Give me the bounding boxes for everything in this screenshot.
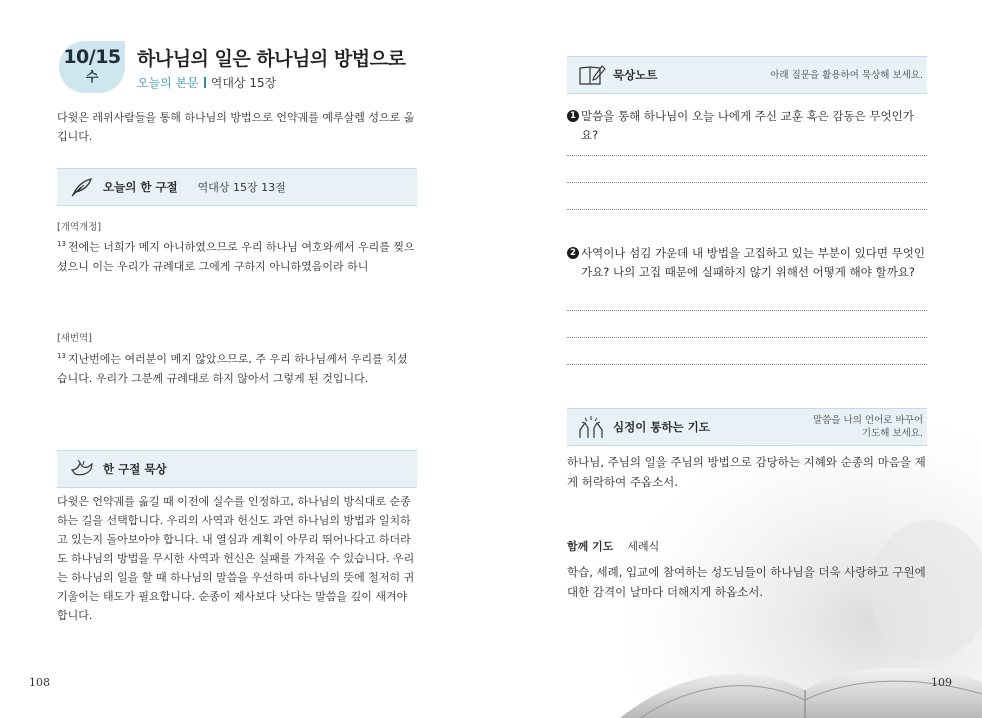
question-1: [567, 107, 927, 145]
date-day: 10/15: [63, 46, 121, 68]
verse-number-1: 13: [57, 240, 66, 248]
notebook-pen-icon: [577, 63, 607, 87]
notes-instruction: 아래 질문을 활용하여 묵상해 보세요.: [770, 69, 923, 81]
question-number-1: 1: [567, 110, 579, 122]
verse-section-header: [57, 168, 417, 206]
answer-line[interactable]: [567, 209, 927, 210]
verse-text-2: [57, 347, 417, 388]
divider-bar: [204, 77, 206, 88]
question-number-2: 2: [567, 247, 579, 259]
prayer-note-line1: 말씀을 나의 언어로 바꾸어: [812, 415, 923, 426]
notes-section-heading: 묵상노트: [613, 68, 658, 82]
page-title: 하나님의 일은 하나님의 방법으로: [137, 48, 406, 70]
together-prayer-topic: 세례식: [627, 540, 660, 553]
passage-ref: 역대상 15장: [210, 76, 277, 90]
date-weekday: 수: [85, 70, 99, 85]
answer-line[interactable]: [567, 337, 927, 338]
question-2: [567, 244, 927, 282]
together-prayer-body: 학습, 세례, 입교에 참여하는 성도님들이 하나님을 더욱 사랑하고 구원에 대한 감격이 날마다 더해지게 하옵소서.: [567, 565, 926, 599]
feather-pen-icon: [65, 173, 99, 201]
dove-icon: [65, 455, 99, 483]
verse-number-2: 13: [57, 352, 66, 360]
page-number-right: 109: [931, 676, 952, 689]
version-tag-1: [개역개정]: [57, 222, 102, 233]
verse-text-1: [57, 235, 417, 276]
meditation-section-header: [57, 450, 417, 488]
verse-section-heading: 오늘의 한 구절: [103, 180, 178, 194]
answer-line[interactable]: [567, 364, 927, 365]
meditation-section-heading: 한 구절 묵상: [103, 462, 167, 476]
question-text-2: 사역이나 섬김 가운데 내 방법을 고집하고 있는 부분이 있다면 무엇인가요? 나의 고집 때문에 실패하지 않기 위해선 어떻게 해야 할까요?: [581, 246, 925, 279]
answer-line[interactable]: [567, 310, 927, 311]
passage-subtitle: [137, 74, 276, 91]
together-prayer-label: 함께 기도: [567, 540, 614, 553]
intro-text: 다윗은 레위사람들을 통해 하나님의 방법으로 언약궤를 예루살렘 성으로 옮깁니다.: [57, 111, 415, 143]
prayer-body: 하나님, 주님의 일을 주님의 방법으로 감당하는 지혜와 순종의 마음을 제게 허락하여 주옵소서.: [567, 455, 926, 489]
answer-line[interactable]: [567, 182, 927, 183]
prayer-section-heading: 심정이 통하는 기도: [613, 420, 710, 434]
prayer-note-line2: 기도해 보세요.: [861, 428, 923, 439]
notes-section-header: [567, 56, 927, 94]
prayer-note: [813, 414, 923, 440]
version-tag-2: [새번역]: [57, 333, 92, 344]
praying-hands-icon: [575, 414, 607, 440]
verse-body-1: 전에는 너희가 메지 아니하였으므로 우리 하나님 여호와께서 우리를 찢으셨으니 이는 우리가 규례대로 그에게 구하지 아니하였음이라 하니: [57, 240, 415, 273]
date-badge: [59, 41, 125, 93]
together-prayer-header: [567, 538, 659, 554]
page-number-left: 108: [29, 676, 50, 689]
answer-line[interactable]: [567, 155, 927, 156]
verse-body-2: 지난번에는 여러분이 메지 않았으므로, 주 우리 하나님께서 우리를 치셨습니다. 우리가 그분께 규례대로 하지 않아서 그렇게 된 것입니다.: [57, 352, 408, 385]
prayer-section-header: [567, 408, 927, 446]
meditation-body: 다윗은 언약궤를 옮길 때 이전에 실수를 인정하고, 하나님의 방식대로 순종하는 길을 선택합니다. 우리의 사역과 헌신도 과연 하나님의 방법과 일치하고 있는지 돌아보아야 합니다. 내 열심과 계획이 아무리 뛰어나다고 하더라도 하나님의 방법을 무시한 사역과 헌신은 실패를 가져올 수 있습니다. 우리는 하나님의 일을 할 때 하나님의 말씀을 우선하며 하나님의 뜻에 철저히 귀 기울이는 태도가 필요합니다. 순종이 제사보다 낫다는 말씀을 깊이 새겨야 합니다.: [57, 495, 415, 622]
question-text-1: 말씀을 통해 하나님이 오늘 나에게 주신 교훈 혹은 감동은 무엇인가요?: [581, 109, 914, 142]
passage-label: 오늘의 본문: [137, 76, 199, 90]
verse-ref: 역대상 15장 13절: [197, 181, 286, 194]
